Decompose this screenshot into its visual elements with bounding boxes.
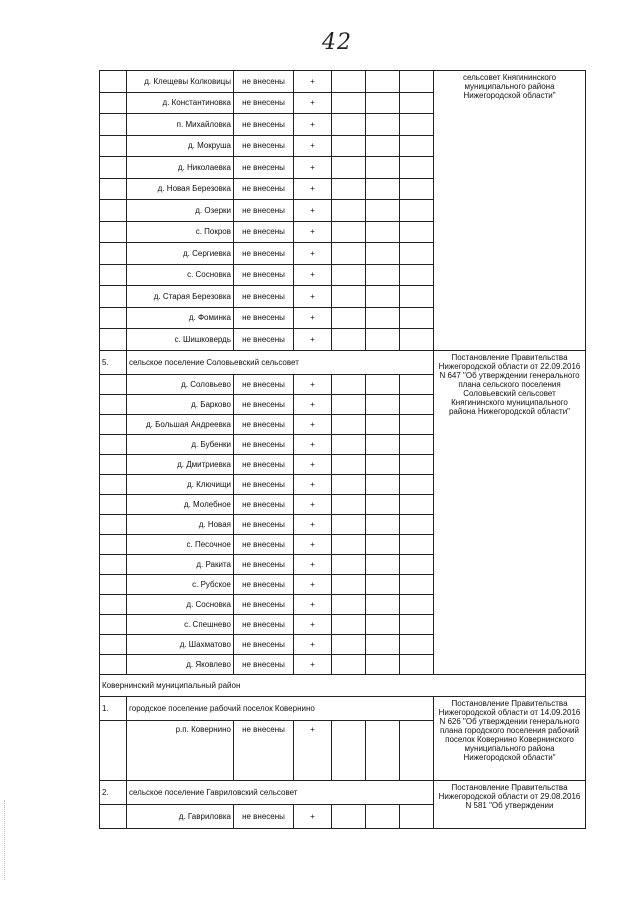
empty-cell (332, 92, 366, 114)
empty-cell (400, 200, 434, 222)
settlement-status: не внесены (234, 574, 294, 594)
empty-cell (332, 554, 366, 574)
empty-cell (332, 200, 366, 222)
document-reference: сельсовет Княгининского муниципального района Нижегородской области" (434, 71, 586, 351)
empty-cell (400, 286, 434, 308)
empty-cell (366, 374, 400, 394)
empty-cell (332, 307, 366, 329)
empty-cell (332, 178, 366, 200)
settlement-mark: + (294, 654, 332, 674)
municipality-row (100, 350, 586, 374)
empty-cell (100, 286, 127, 308)
empty-cell (366, 414, 400, 434)
empty-cell (100, 178, 127, 200)
empty-cell (400, 394, 434, 414)
empty-cell (100, 221, 127, 243)
empty-cell (100, 157, 127, 179)
empty-cell (332, 474, 366, 494)
empty-cell (100, 804, 127, 828)
empty-cell (100, 554, 127, 574)
settlement-status: не внесены (234, 286, 294, 308)
empty-cell (332, 114, 366, 136)
settlement-name: д. Соловьево (127, 374, 234, 394)
empty-cell (400, 71, 434, 93)
settlement-mark: + (294, 329, 332, 351)
document-reference: Постановление Правительства Нижегородской области от 22.09.2016 N 647 "Об утверждении генерального плана сельского поселения Соловьевский сельсовет Княгининского муниципального района Нижегородской области" (434, 350, 586, 674)
empty-cell (366, 594, 400, 614)
settlement-name: д. Клещевы Колковицы (127, 71, 234, 93)
settlement-mark: + (294, 243, 332, 265)
empty-cell (366, 574, 400, 594)
empty-cell (100, 374, 127, 394)
settlement-name: с. Покров (127, 221, 234, 243)
settlement-name: с. Рубское (127, 574, 234, 594)
settlement-name: д. Ракита (127, 554, 234, 574)
document-reference: Постановление Правительства Нижегородской области от 14.09.2016 N 626 "Об утверждении генерального плана городского поселения рабочий поселок Ковернино Ковернинского муниципального района Нижегородской области" (434, 696, 586, 780)
empty-cell (100, 720, 127, 780)
empty-cell (366, 554, 400, 574)
empty-cell (100, 200, 127, 222)
empty-cell (100, 114, 127, 136)
settlement-name: д. Шахматово (127, 634, 234, 654)
empty-cell (100, 474, 127, 494)
empty-cell (400, 178, 434, 200)
empty-cell (400, 634, 434, 654)
empty-cell (400, 554, 434, 574)
empty-cell (366, 494, 400, 514)
settlement-mark: + (294, 200, 332, 222)
empty-cell (100, 494, 127, 514)
empty-cell (400, 414, 434, 434)
settlement-status: не внесены (234, 534, 294, 554)
settlement-mark: + (294, 114, 332, 136)
settlement-mark: + (294, 414, 332, 434)
settlement-name: д. Яковлево (127, 654, 234, 674)
empty-cell (400, 221, 434, 243)
settlement-status: не внесены (234, 454, 294, 474)
settlement-mark: + (294, 454, 332, 474)
empty-cell (332, 654, 366, 674)
empty-cell (332, 534, 366, 554)
settlement-name: д. Константиновка (127, 92, 234, 114)
empty-cell (100, 135, 127, 157)
settlement-name: д. Ключищи (127, 474, 234, 494)
empty-cell (366, 394, 400, 414)
empty-cell (366, 135, 400, 157)
empty-cell (100, 71, 127, 93)
empty-cell (100, 534, 127, 554)
settlement-mark: + (294, 594, 332, 614)
empty-cell (400, 514, 434, 534)
empty-cell (332, 374, 366, 394)
empty-cell (100, 434, 127, 454)
settlement-status: не внесены (234, 157, 294, 179)
empty-cell (366, 329, 400, 351)
empty-cell (400, 135, 434, 157)
settlement-mark: + (294, 221, 332, 243)
registry-table (99, 70, 586, 829)
empty-cell (332, 286, 366, 308)
empty-cell (332, 634, 366, 654)
municipality-name: сельское поселение Соловьевский сельсовет (127, 350, 434, 374)
settlement-status: не внесены (234, 114, 294, 136)
settlement-mark: + (294, 71, 332, 93)
empty-cell (332, 594, 366, 614)
settlement-mark: + (294, 534, 332, 554)
settlement-mark: + (294, 135, 332, 157)
settlement-name: с. Шишковердь (127, 329, 234, 351)
settlement-name: д. Фоминка (127, 307, 234, 329)
empty-cell (400, 264, 434, 286)
settlement-name: д. Большая Андреевка (127, 414, 234, 434)
settlement-status: не внесены (234, 720, 294, 780)
settlement-mark: + (294, 178, 332, 200)
settlement-mark: + (294, 264, 332, 286)
settlement-status: не внесены (234, 514, 294, 534)
empty-cell (332, 264, 366, 286)
empty-cell (366, 178, 400, 200)
empty-cell (366, 286, 400, 308)
settlement-status: не внесены (234, 243, 294, 265)
settlement-mark: + (294, 804, 332, 828)
settlement-status: не внесены (234, 474, 294, 494)
empty-cell (400, 534, 434, 554)
settlement-status: не внесены (234, 135, 294, 157)
empty-cell (332, 434, 366, 454)
empty-cell (366, 474, 400, 494)
empty-cell (366, 157, 400, 179)
empty-cell (366, 454, 400, 474)
empty-cell (366, 264, 400, 286)
empty-cell (400, 114, 434, 136)
empty-cell (400, 374, 434, 394)
municipality-row (100, 780, 586, 804)
empty-cell (400, 654, 434, 674)
empty-cell (332, 804, 366, 828)
settlement-mark: + (294, 286, 332, 308)
settlement-name: с. Сосновка (127, 264, 234, 286)
empty-cell (332, 514, 366, 534)
row-number: 5. (100, 350, 127, 374)
empty-cell (366, 114, 400, 136)
settlement-name: д. Озерки (127, 200, 234, 222)
settlement-mark: + (294, 307, 332, 329)
empty-cell (366, 200, 400, 222)
empty-cell (400, 574, 434, 594)
empty-cell (332, 243, 366, 265)
settlement-status: не внесены (234, 221, 294, 243)
empty-cell (366, 221, 400, 243)
empty-cell (400, 329, 434, 351)
document-reference: Постановление Правительства Нижегородской области от 29.08.2016 N 581 "Об утверждении (434, 780, 586, 828)
settlement-name: д. Старая Березовка (127, 286, 234, 308)
settlement-name: д. Сергиевка (127, 243, 234, 265)
empty-cell (100, 92, 127, 114)
settlement-status: не внесены (234, 92, 294, 114)
settlement-name: д. Новая (127, 514, 234, 534)
empty-cell (332, 574, 366, 594)
empty-cell (100, 574, 127, 594)
empty-cell (366, 92, 400, 114)
empty-cell (400, 454, 434, 474)
settlement-mark: + (294, 434, 332, 454)
empty-cell (100, 594, 127, 614)
settlement-name: д. Николаевка (127, 157, 234, 179)
registry-body (100, 71, 586, 829)
empty-cell (400, 92, 434, 114)
settlement-status: не внесены (234, 264, 294, 286)
empty-cell (400, 307, 434, 329)
settlement-row (100, 71, 586, 93)
settlement-mark: + (294, 474, 332, 494)
rayon-name: Ковернинский муниципальный район (100, 674, 586, 696)
empty-cell (400, 494, 434, 514)
settlement-mark: + (294, 394, 332, 414)
settlement-name: с. Спешнево (127, 614, 234, 634)
municipality-name: городское поселение рабочий поселок Ковернино (127, 696, 434, 720)
settlement-mark: + (294, 554, 332, 574)
settlement-name: д. Мокруша (127, 135, 234, 157)
empty-cell (332, 614, 366, 634)
settlement-mark: + (294, 634, 332, 654)
empty-cell (332, 157, 366, 179)
empty-cell (100, 414, 127, 434)
empty-cell (400, 720, 434, 780)
empty-cell (100, 264, 127, 286)
empty-cell (100, 307, 127, 329)
empty-cell (332, 394, 366, 414)
settlement-name: п. Михайловка (127, 114, 234, 136)
row-number: 2. (100, 780, 127, 804)
settlement-mark: + (294, 374, 332, 394)
empty-cell (332, 414, 366, 434)
settlement-status: не внесены (234, 594, 294, 614)
settlement-status: не внесены (234, 634, 294, 654)
settlement-status: не внесены (234, 614, 294, 634)
empty-cell (366, 307, 400, 329)
empty-cell (332, 221, 366, 243)
empty-cell (100, 394, 127, 414)
empty-cell (332, 135, 366, 157)
settlement-status: не внесены (234, 178, 294, 200)
settlement-status: не внесены (234, 374, 294, 394)
settlement-status: не внесены (234, 654, 294, 674)
empty-cell (100, 634, 127, 654)
settlement-name: д. Молебное (127, 494, 234, 514)
settlement-mark: + (294, 720, 332, 780)
settlement-name: д. Бубенки (127, 434, 234, 454)
settlement-name: д. Барково (127, 394, 234, 414)
empty-cell (100, 514, 127, 534)
empty-cell (332, 494, 366, 514)
empty-cell (400, 804, 434, 828)
empty-cell (400, 614, 434, 634)
settlement-status: не внесены (234, 554, 294, 574)
empty-cell (100, 654, 127, 674)
settlement-name: с. Песочное (127, 534, 234, 554)
settlement-status: не внесены (234, 329, 294, 351)
settlement-name: р.п. Ковернино (127, 720, 234, 780)
empty-cell (332, 454, 366, 474)
empty-cell (100, 329, 127, 351)
settlement-name: д. Дмитриевка (127, 454, 234, 474)
page-number: 42 (322, 30, 352, 55)
empty-cell (400, 157, 434, 179)
settlement-mark: + (294, 614, 332, 634)
municipality-row (100, 696, 586, 720)
empty-cell (366, 804, 400, 828)
empty-cell (100, 454, 127, 474)
empty-cell (100, 614, 127, 634)
empty-cell (400, 594, 434, 614)
settlement-name: д. Новая Березовка (127, 178, 234, 200)
empty-cell (366, 534, 400, 554)
settlement-status: не внесены (234, 307, 294, 329)
settlement-mark: + (294, 574, 332, 594)
settlement-mark: + (294, 494, 332, 514)
settlement-name: д. Сосновка (127, 594, 234, 614)
row-number: 1. (100, 696, 127, 720)
empty-cell (332, 71, 366, 93)
empty-cell (366, 434, 400, 454)
empty-cell (332, 329, 366, 351)
settlement-status: не внесены (234, 804, 294, 828)
settlement-mark: + (294, 514, 332, 534)
settlement-mark: + (294, 92, 332, 114)
municipality-name: сельское поселение Гавриловский сельсовет (127, 780, 434, 804)
empty-cell (400, 474, 434, 494)
settlement-status: не внесены (234, 494, 294, 514)
empty-cell (366, 71, 400, 93)
empty-cell (366, 634, 400, 654)
settlement-mark: + (294, 157, 332, 179)
empty-cell (366, 720, 400, 780)
settlement-status: не внесены (234, 434, 294, 454)
settlement-status: не внесены (234, 71, 294, 93)
settlement-status: не внесены (234, 200, 294, 222)
empty-cell (366, 614, 400, 634)
empty-cell (366, 654, 400, 674)
empty-cell (400, 434, 434, 454)
rayon-row (100, 674, 586, 696)
settlement-status: не внесены (234, 394, 294, 414)
empty-cell (400, 243, 434, 265)
empty-cell (366, 243, 400, 265)
margin-mark (4, 800, 6, 880)
settlement-status: не внесены (234, 414, 294, 434)
settlement-name: д. Гавриловка (127, 804, 234, 828)
empty-cell (366, 514, 400, 534)
empty-cell (332, 720, 366, 780)
empty-cell (100, 243, 127, 265)
